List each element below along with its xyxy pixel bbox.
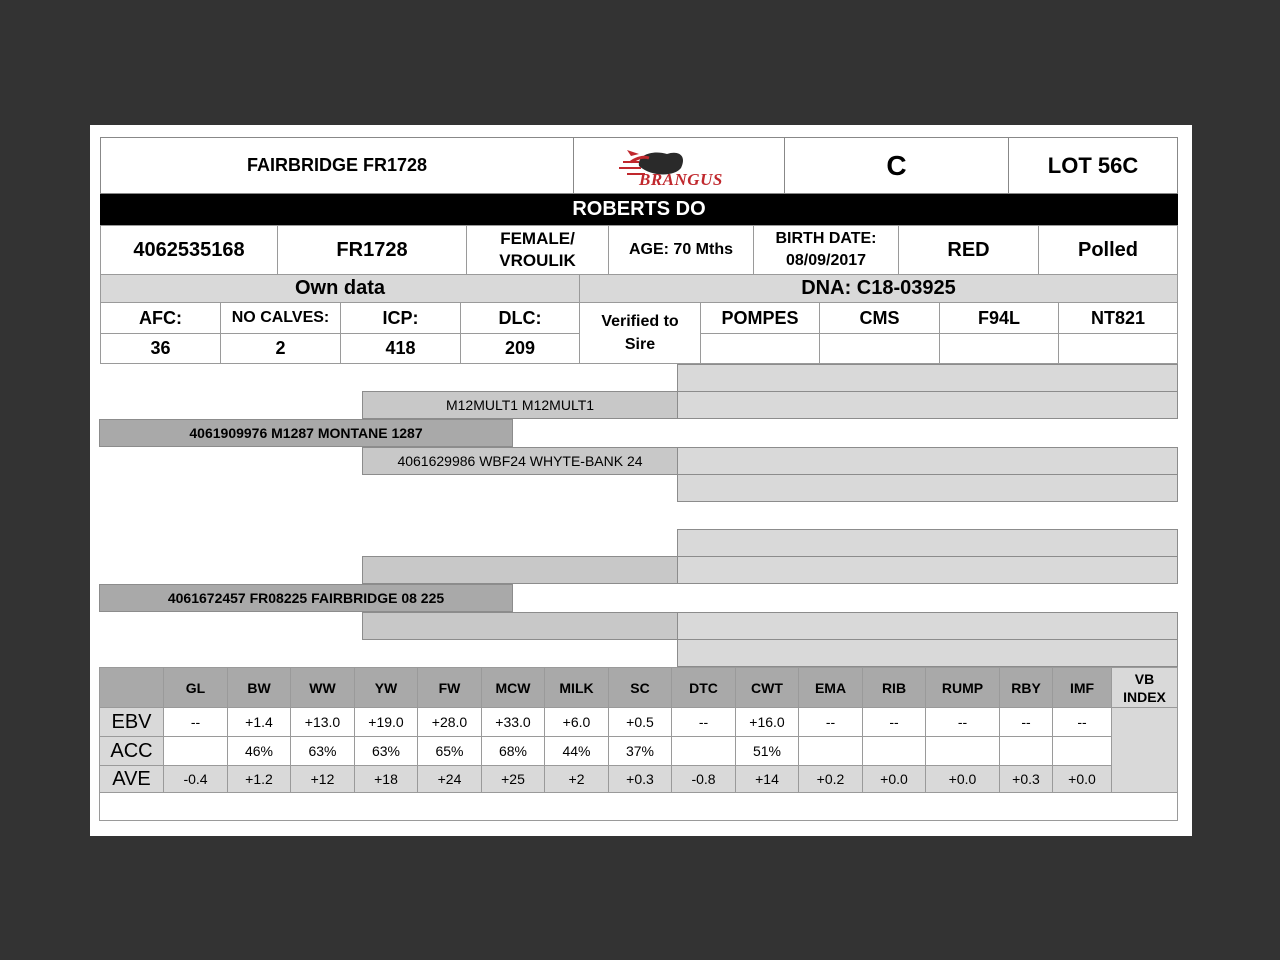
table-cell: +1.2 [228, 766, 291, 793]
sex: FEMALE/ VROULIK [466, 225, 609, 275]
ebv-row-ave [100, 766, 1178, 793]
table-cell [1000, 737, 1053, 766]
pedigree-slot [677, 612, 1178, 640]
table-cell: -- [672, 708, 736, 737]
dna-result-cms [819, 333, 940, 364]
ebv-col-milk: MILK [545, 668, 609, 708]
table-cell: +12 [291, 766, 355, 793]
table-cell: 68% [482, 737, 545, 766]
ebv-col-bw: BW [228, 668, 291, 708]
no-calves-label: NO CALVES: [220, 302, 341, 334]
table-cell: +16.0 [736, 708, 799, 737]
table-cell: -- [926, 708, 1000, 737]
animal-name: FAIRBRIDGE FR1728 [100, 137, 574, 194]
table-cell [672, 737, 736, 766]
table-cell: +0.2 [799, 766, 863, 793]
footer-row [99, 792, 1178, 821]
ebv-corner [100, 668, 164, 708]
no-calves-value: 2 [220, 333, 341, 364]
table-cell: -0.4 [164, 766, 228, 793]
age: AGE: 70 Mths [608, 225, 754, 275]
table-cell: 51% [736, 737, 799, 766]
icp-value: 418 [340, 333, 461, 364]
pedigree-slot [677, 447, 1178, 475]
row-label: AVE [100, 766, 164, 793]
ebv-table [99, 667, 1178, 793]
dna-result-pompes [700, 333, 820, 364]
ebv-col-ema: EMA [799, 668, 863, 708]
table-cell [164, 737, 228, 766]
animal-id: 4062535168 [100, 225, 278, 275]
pedigree-slot [677, 391, 1178, 419]
pedigree-slot [677, 474, 1178, 502]
table-cell: 46% [228, 737, 291, 766]
table-cell: +24 [418, 766, 482, 793]
afc-label: AFC: [100, 302, 221, 334]
dna-marker-cms: CMS [819, 302, 940, 334]
ebv-col-gl: GL [164, 668, 228, 708]
vb-index-value [1112, 708, 1178, 793]
table-cell: +13.0 [291, 708, 355, 737]
own-data-title: Own data [100, 274, 580, 303]
table-cell: -- [1053, 708, 1112, 737]
ebv-col-vb-index: VB INDEX [1112, 668, 1178, 708]
pedigree-dam: 4061672457 FR08225 FAIRBRIDGE 08 225 [99, 584, 513, 612]
ebv-col-ww: WW [291, 668, 355, 708]
ebv-col-mcw: MCW [482, 668, 545, 708]
row-label: EBV [100, 708, 164, 737]
dna-marker-f94l: F94L [939, 302, 1059, 334]
birth-date: BIRTH DATE: 08/09/2017 [753, 225, 899, 275]
animal-tag: FR1728 [277, 225, 467, 275]
table-cell: +0.3 [1000, 766, 1053, 793]
ebv-row-ebv [100, 708, 1178, 737]
table-cell [1053, 737, 1112, 766]
icp-label: ICP: [340, 302, 461, 334]
table-cell: 63% [291, 737, 355, 766]
ebv-col-cwt: CWT [736, 668, 799, 708]
dna-result-f94l [939, 333, 1059, 364]
brangus-logo [573, 137, 785, 194]
table-cell: +2 [545, 766, 609, 793]
table-cell: +0.0 [926, 766, 1000, 793]
table-cell: +6.0 [545, 708, 609, 737]
table-cell: +0.0 [1053, 766, 1112, 793]
lot-number: LOT 56C [1008, 137, 1178, 194]
table-cell: +0.3 [609, 766, 672, 793]
table-cell: -- [1000, 708, 1053, 737]
ebv-col-sc: SC [609, 668, 672, 708]
table-cell: +0.0 [863, 766, 926, 793]
table-cell: +1.4 [228, 708, 291, 737]
horn-status: Polled [1038, 225, 1178, 275]
pedigree-slot [677, 364, 1178, 392]
dna-marker-nt821: NT821 [1058, 302, 1178, 334]
pedigree-sire: 4061909976 M1287 MONTANE 1287 [99, 419, 513, 447]
table-cell: +25 [482, 766, 545, 793]
pedigree-dam-sire [362, 556, 678, 584]
colour: RED [898, 225, 1039, 275]
table-cell: -- [164, 708, 228, 737]
owner-bar: ROBERTS DO [100, 194, 1178, 225]
table-cell: 44% [545, 737, 609, 766]
table-cell: +14 [736, 766, 799, 793]
table-cell: 65% [418, 737, 482, 766]
table-cell [863, 737, 926, 766]
table-cell: -- [799, 708, 863, 737]
ebv-row-acc [100, 737, 1178, 766]
dlc-label: DLC: [460, 302, 580, 334]
table-cell: -- [863, 708, 926, 737]
pedigree-slot [677, 639, 1178, 667]
table-cell: +33.0 [482, 708, 545, 737]
table-cell: -0.8 [672, 766, 736, 793]
table-cell: +0.5 [609, 708, 672, 737]
dna-title: DNA: C18-03925 [579, 274, 1178, 303]
verified-to-sire: Verified to Sire [579, 302, 701, 364]
lot-card [90, 125, 1192, 836]
pedigree-slot [677, 529, 1178, 557]
ebv-col-imf: IMF [1053, 668, 1112, 708]
grade: C [784, 137, 1009, 194]
dna-marker-pompes: POMPES [700, 302, 820, 334]
afc-value: 36 [100, 333, 221, 364]
pedigree-dam-dam [362, 612, 678, 640]
ebv-col-yw: YW [355, 668, 418, 708]
pedigree-slot [677, 556, 1178, 584]
dna-result-nt821 [1058, 333, 1178, 364]
row-label: ACC [100, 737, 164, 766]
ebv-col-rump: RUMP [926, 668, 1000, 708]
pedigree-sire-sire: M12MULT1 M12MULT1 [362, 391, 678, 419]
table-cell: 63% [355, 737, 418, 766]
table-cell [926, 737, 1000, 766]
table-cell: 37% [609, 737, 672, 766]
table-cell: +19.0 [355, 708, 418, 737]
ebv-col-dtc: DTC [672, 668, 736, 708]
ebv-col-fw: FW [418, 668, 482, 708]
ebv-col-rib: RIB [863, 668, 926, 708]
logo-text: BRANGUS [639, 169, 723, 189]
table-cell: +28.0 [418, 708, 482, 737]
table-cell: +18 [355, 766, 418, 793]
ebv-header-row [100, 668, 1178, 708]
dlc-value: 209 [460, 333, 580, 364]
table-cell [799, 737, 863, 766]
pedigree-sire-dam: 4061629986 WBF24 WHYTE-BANK 24 [362, 447, 678, 475]
ebv-col-rby: RBY [1000, 668, 1053, 708]
